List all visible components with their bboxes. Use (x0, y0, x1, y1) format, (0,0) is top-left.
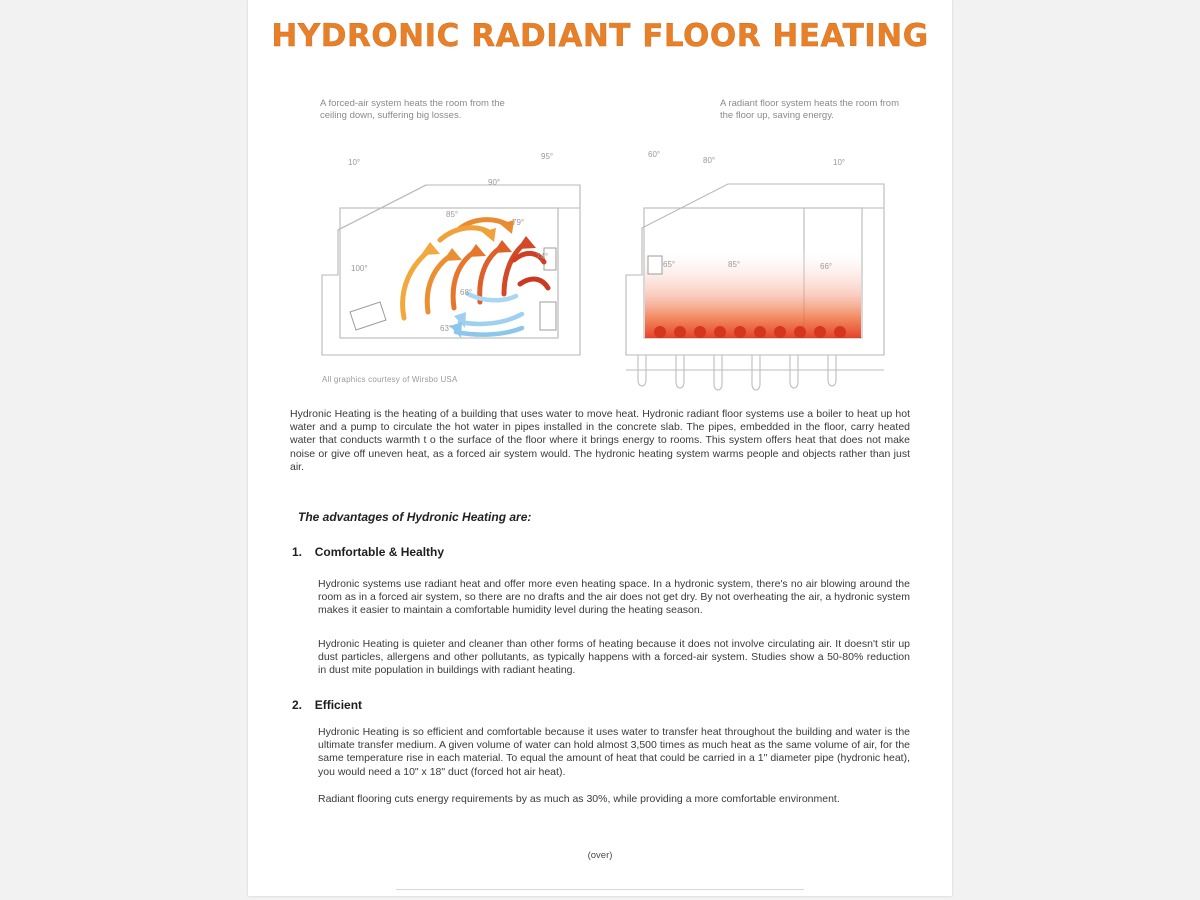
temp-label-left-5: 74° (536, 252, 549, 261)
page-title: HYDRONIC RADIANT FLOOR HEATING (271, 18, 929, 54)
advantages-heading: The advantages of Hydronic Heating are: (298, 510, 532, 524)
temp-label-right-4: 85° (728, 260, 741, 269)
figure-left-caption: A forced-air system heats the room from the ceiling down, suffering big losses. (320, 98, 505, 121)
page-bottom-rule (396, 889, 804, 890)
advantage-1-number: 1. (292, 545, 303, 559)
figure-heating-comparison (308, 80, 908, 400)
advantage-1-label: Comfortable & Healthy (314, 545, 445, 559)
intro-paragraph: Hydronic Heating is the heating of a building that uses water to move heat. Hydronic radiant floor systems use a boiler to heat up hot water and a pump to circulate the hot water in pipes installed in the concrete slab. The pipes, embedded in the floor, carry heated water that conducts warmth t o the surface of the floor where it brings energy to rooms. This system offers heat that does not make noise or give off uneven heat, as a forced air system would. The hydronic heating system warms people and objects rather than just air. (290, 408, 910, 473)
temp-label-left-2: 90° (488, 178, 501, 187)
temp-label-left-0: 10° (348, 158, 361, 167)
temp-label-left-6: 100° (351, 264, 368, 273)
temp-label-right-2: 10° (833, 158, 846, 167)
advantage-2-paragraph-1: Hydronic Heating is so efficient and comfortable because it uses water to transfer heat throughout the building and water is the ultimate transfer medium. A given volume of water can hold almost 3,500 times as much heat as the same volume of air, for the same temperature rise in each material. To equal the amount of heat that could be carried in a 1" diameter pipe (hydronic heat), you would need a 10" x 18" duct (forced hot air heat). (318, 726, 910, 778)
temp-label-left-4: 79° (512, 218, 525, 227)
advantage-2-heading (292, 698, 362, 712)
figure-illustration (308, 80, 908, 400)
temp-label-right-0: 60° (648, 150, 661, 159)
temp-label-left-1: 95° (541, 152, 554, 161)
figure-credit: All graphics courtesy of Wirsbo USA (322, 375, 458, 384)
advantage-1-paragraph-2: Hydronic Heating is quieter and cleaner than other forms of heating because it does not involve circulating air. It doesn't stir up dust particles, allergens and other pollutants, as typically happens with a forced-air system. Studies show a 50-80% reduction in dust mite population in buildings with radiant heating. (318, 638, 910, 677)
temp-label-right-5: 66° (820, 262, 833, 271)
temp-label-left-3: 85° (446, 210, 459, 219)
advantage-2-paragraph-2: Radiant flooring cuts energy requirements by as much as 30%, while providing a more comfortable environment. (318, 793, 840, 805)
footer-note: (over) (587, 850, 613, 861)
temp-label-left-8: 63° (440, 324, 453, 333)
temp-label-right-1: 80° (703, 156, 716, 165)
advantage-1-paragraph-1: Hydronic systems use radiant heat and offer more even heating space. In a hydronic system, there's no air blowing around the room as in a forced air system, so there are no drafts and the air does not get dry. By not overheating the air, a hydronic system makes it easier to maintain a comfortable humidity level during the heating season. (318, 578, 910, 617)
document-page (248, 0, 952, 896)
advantage-2-label: Efficient (314, 698, 363, 712)
figure-right-caption: A radiant floor system heats the room from the floor up, saving energy. (720, 98, 899, 121)
temp-label-left-7: 68° (460, 288, 473, 297)
advantage-1-heading (292, 545, 444, 559)
advantage-2-number: 2. (292, 698, 303, 712)
temp-label-right-3: 65° (663, 260, 676, 269)
